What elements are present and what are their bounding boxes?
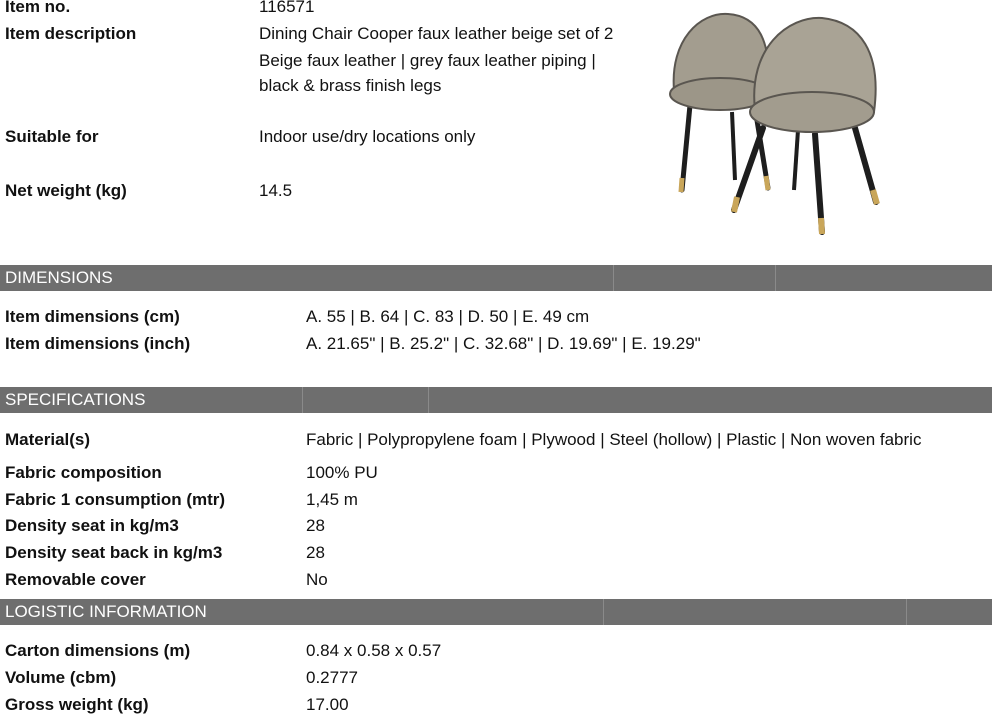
item-description-label: Item description [5, 24, 137, 43]
item-description-line-2: Beige faux leather | grey faux leather piping | [259, 51, 596, 70]
dimensions-row-label: Item dimensions (cm) [5, 307, 180, 326]
specifications-row-value: 28 [306, 516, 325, 535]
specifications-title: SPECIFICATIONS [5, 390, 146, 409]
logistic-row-label: Volume (cbm) [5, 668, 117, 687]
specifications-header [0, 387, 992, 413]
item-description-line-3: black & brass finish legs [259, 76, 442, 95]
logistic-header [0, 599, 992, 625]
specifications-row-value: 1,45 m [306, 490, 358, 509]
suitable-for-label: Suitable for [5, 127, 99, 146]
logistic-row-label: Carton dimensions (m) [5, 641, 191, 660]
logistic-title: LOGISTIC INFORMATION [5, 602, 207, 621]
specifications-row-value: 28 [306, 543, 325, 562]
specifications-row-value: No [306, 570, 328, 589]
dimensions-row-value: A. 21.65" | B. 25.2" | C. 32.68" | D. 19.69" | E. 19.29" [306, 334, 701, 353]
specifications-row-label: Density seat in kg/m3 [5, 516, 179, 535]
logistic-row-label: Gross weight (kg) [5, 695, 149, 714]
dimensions-row-label: Item dimensions (inch) [5, 334, 191, 353]
dimensions-title: DIMENSIONS [5, 268, 113, 287]
item-description-line-1: Dining Chair Cooper faux leather beige set of 2 [259, 24, 614, 43]
column-divider [428, 387, 429, 413]
specifications-row-value: 100% PU [306, 463, 378, 482]
specifications-row-label: Removable cover [5, 570, 146, 589]
column-divider [613, 265, 614, 291]
specifications-row-value: Fabric | Polypropylene foam | Plywood | Steel (hollow) | Plastic | Non woven fabric [306, 430, 922, 449]
item-no-value: 116571 [259, 0, 315, 16]
suitable-for-value: Indoor use/dry locations only [259, 127, 476, 146]
specifications-row-label: Density seat back in kg/m3 [5, 543, 223, 562]
logistic-row-value: 0.84 x 0.58 x 0.57 [306, 641, 442, 660]
dimensions-header [0, 265, 992, 291]
net-weight-value: 14.5 [259, 181, 293, 200]
column-divider [603, 599, 604, 625]
dimensions-row-value: A. 55 | B. 64 | C. 83 | D. 50 | E. 49 cm [306, 307, 590, 326]
logistic-row-value: 0.2777 [306, 668, 358, 687]
item-no-label: Item no. [5, 0, 71, 16]
product-image-chairs [660, 0, 890, 240]
specifications-row-label: Fabric composition [5, 463, 162, 482]
specifications-row-label: Material(s) [5, 430, 91, 449]
specifications-row-label: Fabric 1 consumption (mtr) [5, 490, 226, 509]
column-divider [302, 387, 303, 413]
logistic-row-value: 17.00 [306, 695, 349, 714]
net-weight-label: Net weight (kg) [5, 181, 127, 200]
column-divider [906, 599, 907, 625]
column-divider [775, 265, 776, 291]
